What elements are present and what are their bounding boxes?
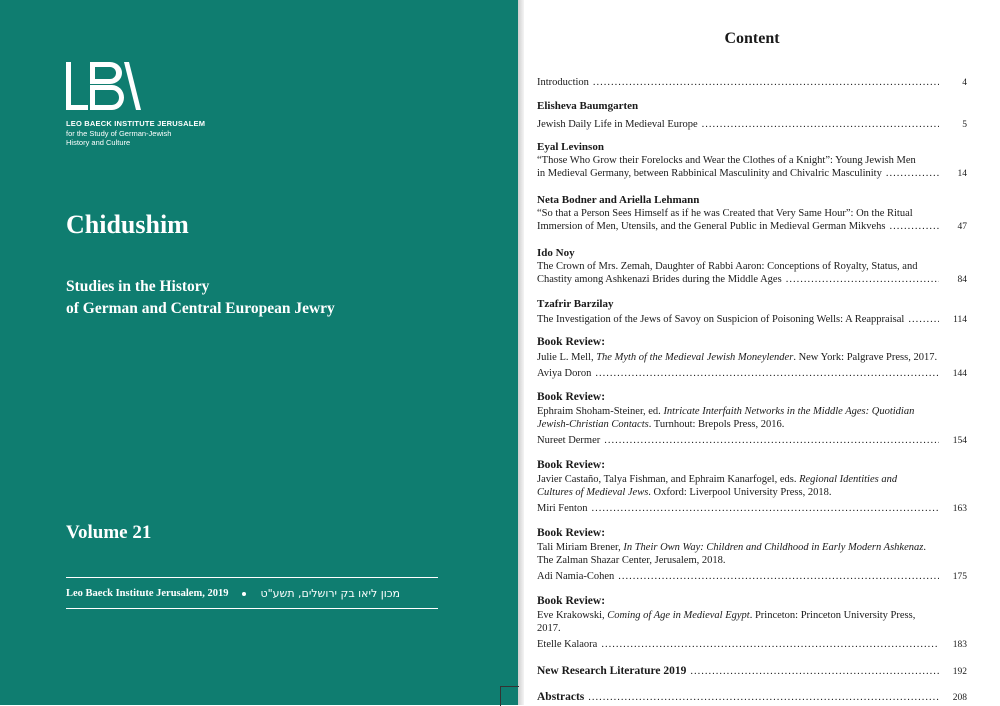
entry-title: Jewish Daily Life in Medieval Europe <box>537 119 698 130</box>
review-book-title: Cultures of Medieval Jews <box>537 487 649 498</box>
entry-title: Abstracts <box>537 691 585 703</box>
entry-author: Ido Noy <box>537 247 575 259</box>
toc-entry-introduction[interactable] <box>537 76 967 90</box>
reviewer-name: Nureet Dermer <box>537 435 601 446</box>
crop-mark-icon <box>500 686 519 706</box>
reviewer-name: Adi Namia-Cohen <box>537 571 615 582</box>
toc-entry[interactable] <box>537 194 967 234</box>
review-author: Tali Miriam Brener, <box>537 542 624 553</box>
review-book-title: Jewish-Christian Contacts <box>537 419 649 430</box>
entry-title-line: “So that a Person Sees Himself as if he was Created that Very Same Hour”: On the Ritual <box>537 208 913 219</box>
subtitle-line-2: of German and Central European Jewry <box>66 300 335 317</box>
page-number: 192 <box>952 667 967 677</box>
institute-line-3: History and Culture <box>66 138 131 147</box>
review-book-title: Intricate Interfaith Networks in the Middle Ages: Quotidian <box>663 406 915 417</box>
bullet-icon <box>242 592 246 596</box>
review-publication: . Princeton: Princeton University Press, <box>749 610 916 621</box>
review-heading: Book Review: <box>537 595 606 607</box>
entry-title: The Investigation of the Jews of Savoy on Suspicion of Poisoning Wells: A Reappraisal <box>537 314 905 325</box>
toc-entry[interactable] <box>537 298 967 327</box>
subtitle-line-1: Studies in the History <box>66 278 210 295</box>
book-title: Chidushim <box>66 210 189 239</box>
review-author: Eve Krakowski, <box>537 610 608 621</box>
entry-author: Elisheva Baumgarten <box>537 100 639 112</box>
entry-title-line: The Crown of Mrs. Zemah, Daughter of Rabbi Aaron: Conceptions of Royalty, Status, and <box>537 261 918 272</box>
institute-name: LEO BAECK INSTITUTE JERUSALEM <box>66 119 206 128</box>
book-subtitle <box>66 276 486 320</box>
volume-label: Volume 21 <box>66 522 152 543</box>
page-number: 163 <box>952 504 967 514</box>
entry-title-line: Chastity among Ashkenazi Brides during the Middle Ages <box>537 274 782 285</box>
review-heading: Book Review: <box>537 527 606 539</box>
review-publication: . Oxford: Liverpool University Press, 2018. <box>648 487 832 498</box>
top-divider <box>66 577 438 578</box>
entry-title: Introduction <box>537 77 589 88</box>
toc-book-review[interactable] <box>537 527 967 584</box>
review-heading: Book Review: <box>537 459 606 471</box>
entry-author: Neta Bodner and Ariella Lehmann <box>537 194 700 206</box>
toc-book-review[interactable] <box>537 459 967 516</box>
page-number: 84 <box>957 275 967 285</box>
page-number: 14 <box>957 169 967 179</box>
publisher-hebrew: מכון ליאו בק ירושלים, תשע"ט <box>260 587 401 600</box>
reviewer-name: Aviya Doron <box>537 368 592 379</box>
review-book-title: Regional Identities and <box>799 474 898 485</box>
review-punctuation: . <box>923 542 926 553</box>
page-number: 4 <box>962 78 967 88</box>
page-number: 5 <box>962 120 967 130</box>
toc-book-review[interactable] <box>537 595 967 652</box>
toc-book-review[interactable] <box>537 391 967 448</box>
entry-title-line: Immersion of Men, Utensils, and the General Public in Medieval German Mikvehs <box>537 221 886 232</box>
toc-entry[interactable] <box>537 141 967 181</box>
review-author: Javier Castaño, Talya Fishman, and Ephraim Kanarfogel, eds. <box>537 474 800 485</box>
review-book-title: In Their Own Way: Children and Childhood in Early Modern Ashkenaz <box>623 542 924 553</box>
reviewer-name: Miri Fenton <box>537 503 588 514</box>
entry-title-line: in Medieval Germany, between Rabbinical Masculinity and Chivalric Masculinity <box>537 168 882 179</box>
toc-entry-new-research[interactable] <box>537 665 967 679</box>
review-publication: . Turnhout: Brepols Press, 2016. <box>648 419 785 430</box>
review-author: Ephraim Shoham-Steiner, ed. <box>537 406 664 417</box>
toc-entry-abstracts[interactable] <box>537 691 967 705</box>
page-number: 154 <box>952 436 967 446</box>
institute-caption <box>66 119 205 148</box>
page-number: 208 <box>952 693 967 703</box>
page-number: 175 <box>952 572 967 582</box>
toc-entry[interactable] <box>537 100 967 132</box>
review-book-title: Coming of Age in Medieval Egypt <box>607 610 750 621</box>
review-publication: . New York: Palgrave Press, 2017. <box>793 352 938 363</box>
page-number: 183 <box>952 640 967 650</box>
contents-heading: Content <box>724 30 780 47</box>
lbi-logo-icon <box>66 60 142 112</box>
entry-author: Eyal Levinson <box>537 141 604 153</box>
entry-title: New Research Literature 2019 <box>537 665 687 677</box>
review-heading: Book Review: <box>537 391 606 403</box>
review-author: Julie L. Mell, <box>537 352 597 363</box>
review-year: 2017. <box>537 623 561 634</box>
publisher-name: Leo Baeck Institute Jerusalem, 2019 <box>66 588 229 599</box>
reviewer-name: Etelle Kalaora <box>537 639 598 650</box>
page-number: 47 <box>957 222 967 232</box>
toc-entry[interactable] <box>537 247 967 287</box>
page-number: 144 <box>952 369 967 379</box>
institute-line-2: for the Study of German-Jewish <box>66 128 172 138</box>
review-publication: The Zalman Shazar Center, Jerusalem, 2018. <box>537 555 726 566</box>
review-heading: Book Review: <box>537 336 606 348</box>
page-fold <box>518 0 524 705</box>
bottom-divider <box>66 608 438 609</box>
review-book-title: The Myth of the Medieval Jewish Moneylender <box>596 352 794 363</box>
publisher-line <box>66 587 438 600</box>
toc-book-review[interactable] <box>537 336 967 381</box>
page-number: 114 <box>953 315 967 325</box>
entry-title-line: “Those Who Grow their Forelocks and Wear the Clothes of a Knight”: Young Jewish Men <box>537 155 916 166</box>
entry-author: Tzafrir Barzilay <box>537 298 614 310</box>
